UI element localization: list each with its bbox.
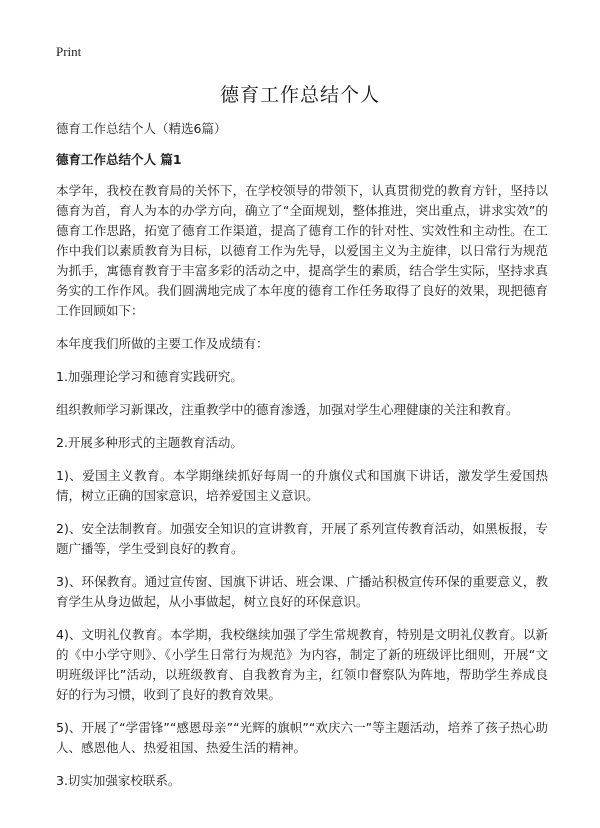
paragraph-theme-activities: 5)、开展了“学雷锋”“感恩母亲”“光辉的旗帜”“欢庆六一”等主题活动，培养了孩子热心助人、感恩他人、热爱祖国、热爱生活的精神。	[56, 720, 548, 755]
paragraph-summary-lead: 本年度我们所做的主要工作及成绩有：	[56, 336, 269, 351]
paragraph-etiquette-education: 4)、文明礼仪教育。本学期，我校继续加强了学生常规教育，特别是文明礼仪教育。以新的《中小学守则》、《小学生日常行为规范》为内容，制定了新的班级评比细则，开展“文明班级评比”活动，以班级教育、自我教育为主，红领巾督察队为阵地，帮助学生养成良好的行为习惯，收到了良好的教育效果。	[56, 627, 548, 702]
paragraph-item-2-heading: 2.开展多种形式的主题教育活动。	[56, 435, 243, 450]
document-subtitle: 德育工作总结个人（精选6篇）	[56, 121, 227, 136]
paragraph-item-3-heading: 3.切实加强家校联系。	[56, 773, 181, 788]
paragraph-safety-education: 2)、安全法制教育。加强安全知识的宣讲教育，开展了系列宣传教育活动，如黑板报，专题广播等，学生受到良好的教育。	[56, 521, 548, 556]
document-body	[56, 120, 548, 804]
print-label: Print	[56, 44, 82, 59]
section-heading: 德育工作总结个人 篇1	[56, 152, 182, 167]
paragraph-item-1-heading: 1.加强理论学习和德育实践研究。	[56, 369, 243, 384]
paragraph-item-1-body: 组织教师学习新课改，注重教学中的德育渗透，加强对学生心理健康的关注和教育。	[56, 402, 519, 417]
paragraph-environment-education: 3)、环保教育。通过宣传窗、国旗下讲话、班会课、广播站积极宣传环保的重要意义，教育学生从身边做起，从小事做起，树立良好的环保意识。	[56, 574, 548, 609]
document-title: 德育工作总结个人	[219, 84, 380, 106]
paragraph-intro: 本学年，我校在教育局的关怀下，在学校领导的带领下，认真贯彻党的教育方针，坚持以德育为首，育人为本的办学方向，确立了“全面规划，整体推进，突出重点，讲求实效”的德育工作思路，拓宽了德育工作渠道，提高了德育工作的针对性、实效性和主动性。在工作中我们以素质教育为目标，以德育工作为先导，以爱国主义为主旋律，以日常行为规范为抓手，寓德育教育于丰富多彩的活动之中，提高学生的素质，结合学生实际，坚持求真务实的工作作风。我们圆满地完成了本年度的德育工作任务取得了良好的效果，现把德育工作回顾如下：	[56, 183, 548, 318]
paragraph-patriotic-education: 1)、爱国主义教育。本学期继续抓好每周一的升旗仪式和国旗下讲话，激发学生爱国热情，树立正确的国家意识，培养爱国主义意识。	[56, 468, 548, 503]
